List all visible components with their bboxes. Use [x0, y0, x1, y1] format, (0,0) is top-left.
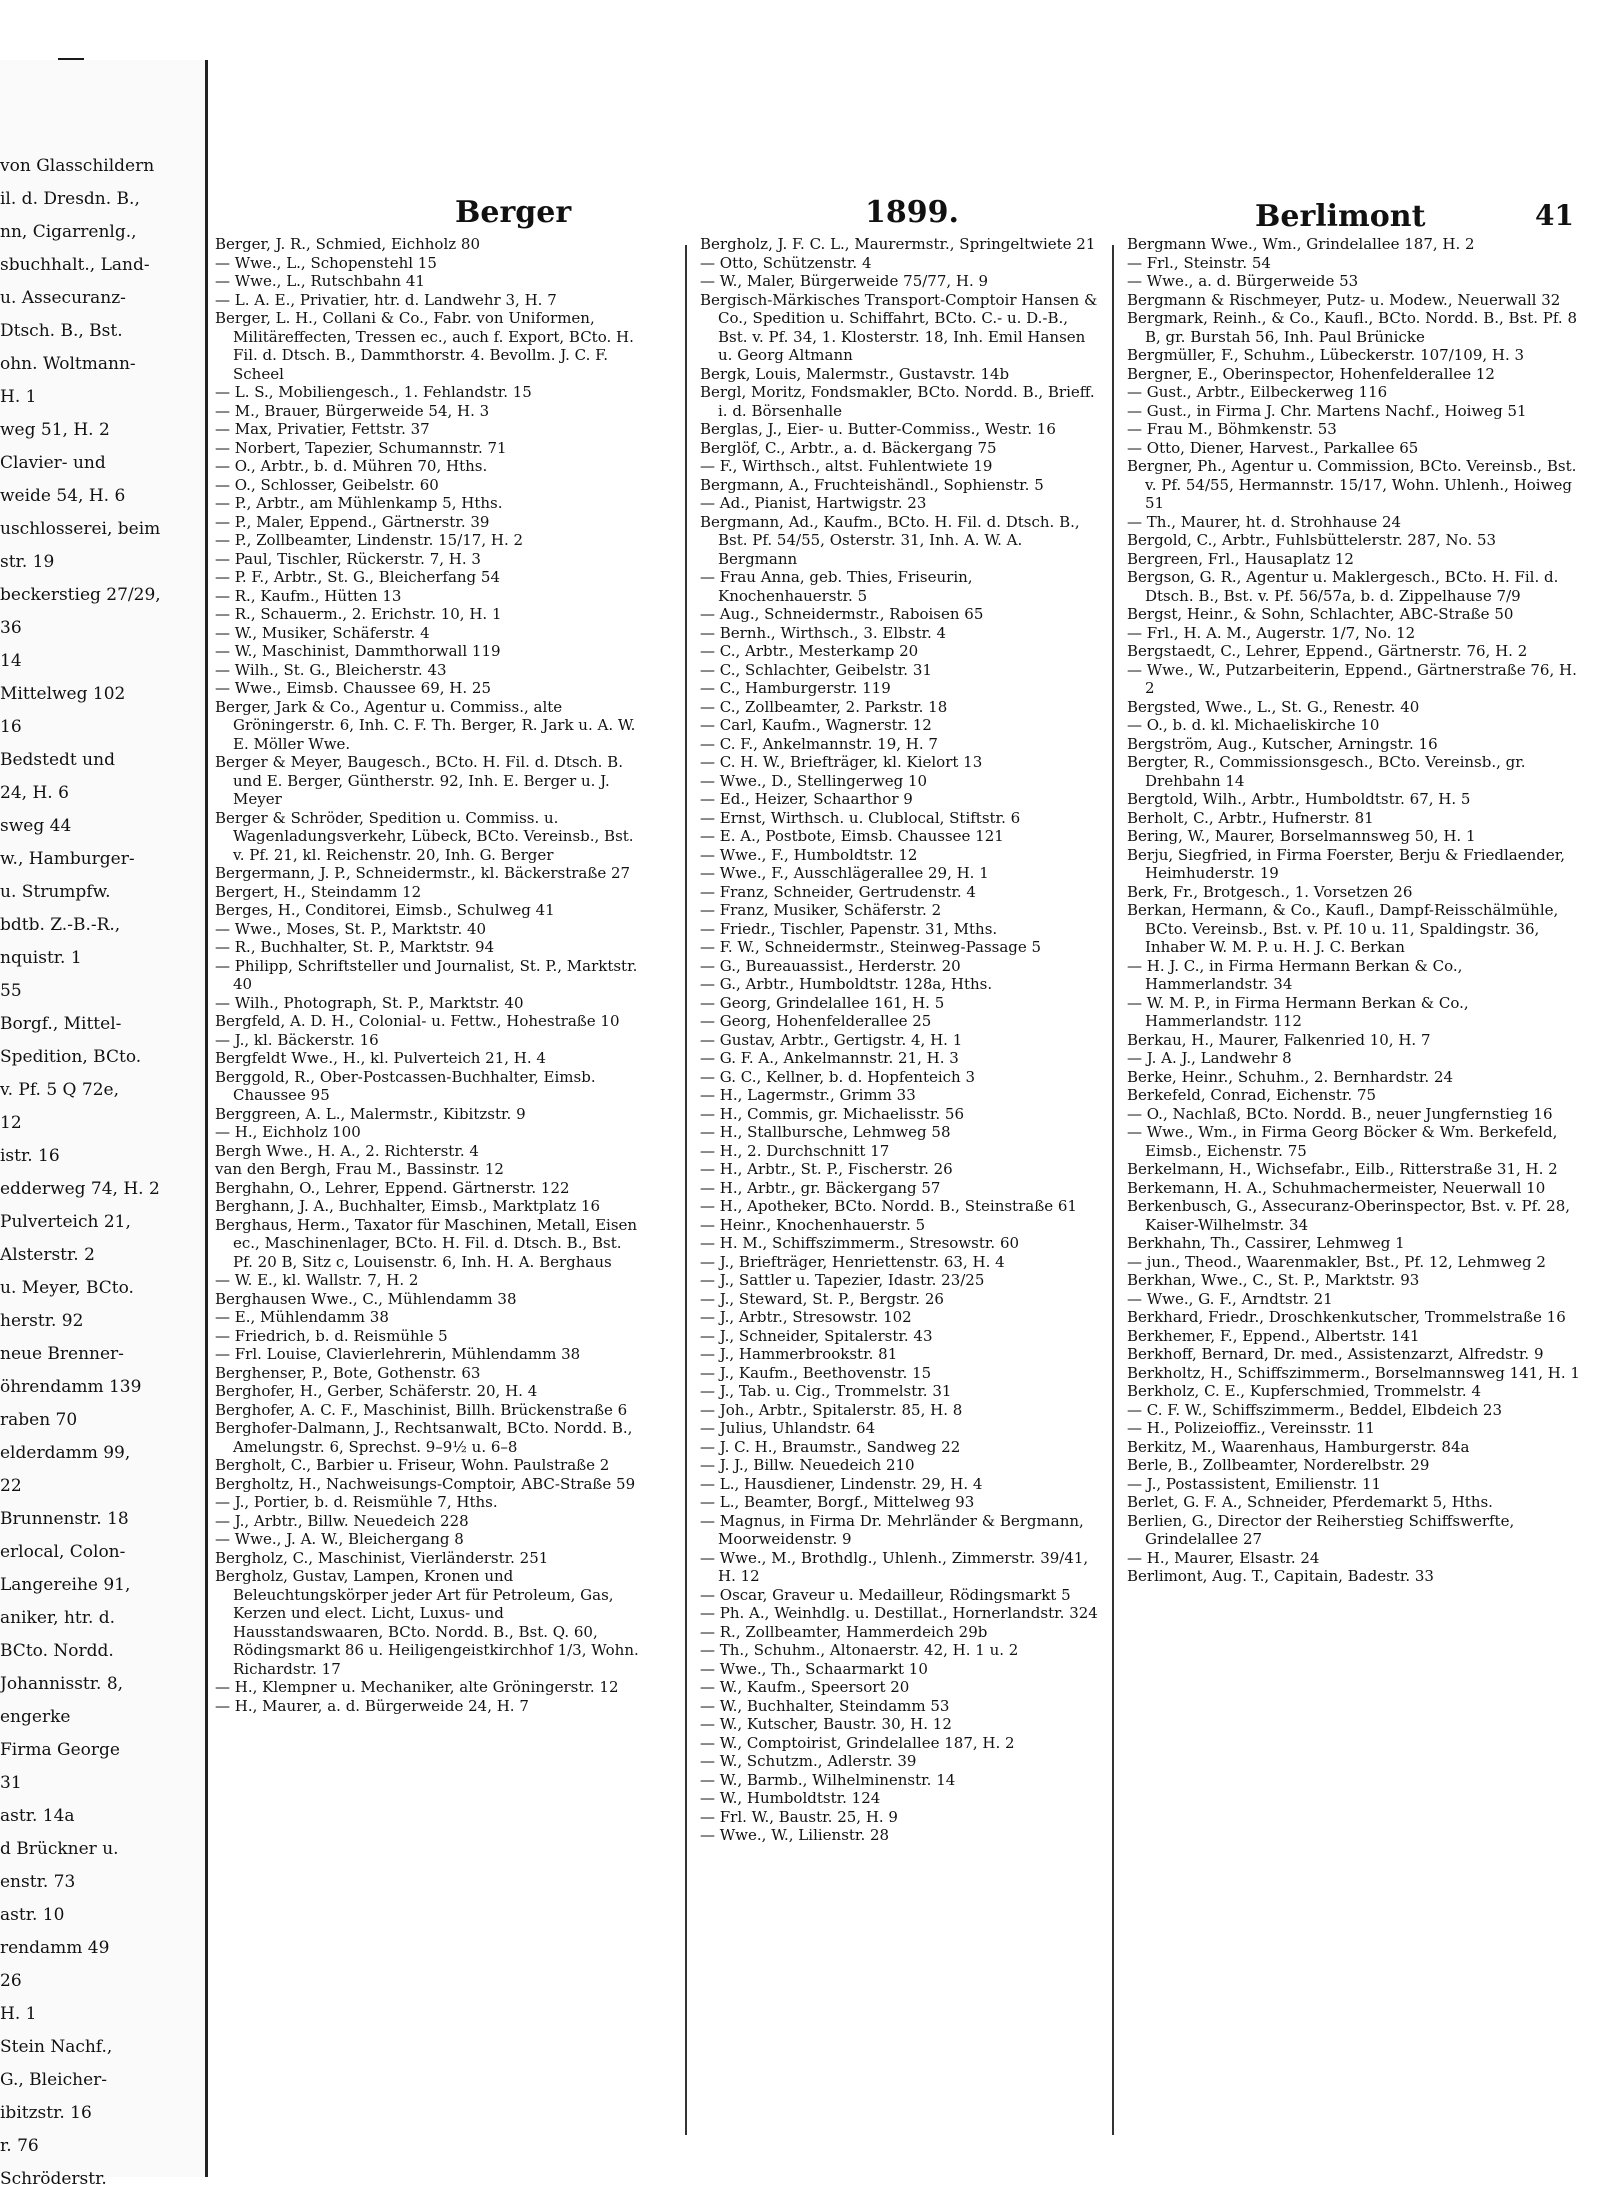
- directory-entry: Berkan, Hermann, & Co., Kaufl., Dampf-Reisschälmühle, BCto. Vereinsb., Bst. v. Pf. 10 u. 11, Spaldingstr. 36, Inhaber W. M. P. u. H. J. C. Berkan: [1127, 901, 1559, 956]
- directory-entry: Bergermann, J. P., Schneidermstr., kl. Bäckerstraße 27: [215, 864, 631, 882]
- directory-entry: — Wilh., St. G., Bleicherstr. 43: [215, 660, 447, 679]
- directory-entry: Bergholz, Gustav, Lampen, Kronen und Beleuchtungskörper jeder Art für Petroleum, Gas, Kerzen und elect. Licht, Luxus- und Hausstandswaaren, BCto. Nordd. B., Bst. Q. 60, Rödingsmarkt 86 u. Heiligengeistkirchhof 1/3, Wohn. Richardstr. 17: [215, 1567, 639, 1678]
- prev-page-line: sbuchhalt., Land-: [0, 255, 150, 275]
- directory-entry: Bergsted, Wwe., L., St. G., Renestr. 40: [1127, 697, 1420, 716]
- directory-entry: — Ed., Heizer, Schaarthor 9: [700, 790, 913, 808]
- directory-entry: Bergh Wwe., H. A., 2. Richterstr. 4: [215, 1141, 479, 1160]
- directory-entry: Berkholz, C. E., Kupferschmied, Trommelstr. 4: [1127, 1382, 1482, 1400]
- prev-page-line: Brunnenstr. 18: [0, 1509, 129, 1529]
- directory-entry: Bergert, H., Steindamm 12: [215, 882, 422, 901]
- prev-page-line: aniker, htr. d.: [0, 1608, 116, 1628]
- directory-entry: — Frau M., Böhmkenstr. 53: [1127, 420, 1337, 438]
- prev-page-line: 12: [0, 1113, 22, 1133]
- directory-entry: — Wwe., L., Rutschbahn 41: [215, 272, 425, 290]
- directory-entry: Bergson, G. R., Agentur u. Maklergesch., BCto. H. Fil. d. Dtsch. B., Bst. v. Pf. 56/57a, b. d. Zippelhause 7/9: [1127, 568, 1559, 605]
- prev-page-line: enstr. 73: [0, 1872, 76, 1892]
- directory-entry: — G. F. A., Ankelmannstr. 21, H. 3: [700, 1049, 959, 1067]
- directory-entry: — E. A., Postbote, Eimsb. Chaussee 121: [700, 827, 1004, 845]
- directory-entry: Bergner, E., Oberinspector, Hohenfelderallee 12: [1127, 364, 1495, 383]
- directory-entry: Bergisch-Märkisches Transport-Comptoir Hansen & Co., Spedition u. Schiffahrt, BCto. C.- u. D.-B., Bst. v. Pf. 34, 1. Klosterstr. 18, Inh. Emil Hansen u. Georg Altmann: [700, 290, 1098, 364]
- directory-entry: Bergmann Wwe., Wm., Grindelallee 187, H. 2: [1127, 235, 1475, 253]
- directory-entry: Berger, Jark & Co., Agentur u. Commiss., alte Gröningerstr. 6, Inh. C. F. Th. Berger, R. Jark u. A. W. E. Möller Wwe.: [215, 697, 636, 753]
- directory-entry: — Franz, Schneider, Gertrudenstr. 4: [700, 882, 976, 901]
- previous-page-fragment: [0, 60, 208, 2189]
- directory-entry: — P. F., Arbtr., St. G., Bleicherfang 54: [215, 568, 500, 586]
- directory-entry: Bergmann, Ad., Kaufm., BCto. H. Fil. d. Dtsch. B., Bst. Pf. 54/55, Osterstr. 31, Inh. A. W. A. Bergmann: [700, 512, 1080, 568]
- directory-entry: Berghenser, P., Bote, Gothenstr. 63: [215, 1363, 481, 1382]
- directory-entry: — Friedrich, b. d. Reismühle 5: [215, 1326, 448, 1345]
- directory-entry: — Franz, Musiker, Schäferstr. 2: [700, 901, 942, 919]
- directory-entry: Berger & Schröder, Spedition u. Commiss. u. Wagenladungsverkehr, Lübeck, BCto. Vereinsb., Bst. v. Pf. 21, kl. Reichenstr. 20, Inh. G. Berger: [215, 808, 634, 864]
- directory-entry: — H., Apotheker, BCto. Nordd. B., Steinstraße 61: [700, 1197, 1077, 1215]
- prev-page-line: 31: [0, 1773, 22, 1793]
- directory-entry: — Wwe., L., Schopenstehl 15: [215, 253, 437, 272]
- directory-entry: — W., Maler, Bürgerweide 75/77, H. 9: [700, 272, 989, 290]
- directory-entry: — Norbert, Tapezier, Schumannstr. 71: [215, 438, 507, 457]
- prev-page-line: G., Bleicher-: [0, 2070, 108, 2090]
- page-header: [215, 195, 1585, 235]
- directory-entry: — W., Maschinist, Dammthorwall 119: [215, 642, 501, 660]
- directory-entry: — Oscar, Graveur u. Medailleur, Rödingsmarkt 5: [700, 1585, 1071, 1604]
- directory-entry: — R., Zollbeamter, Hammerdeich 29b: [700, 1622, 988, 1641]
- directory-entry: — Otto, Diener, Harvest., Parkallee 65: [1127, 438, 1419, 457]
- directory-entry: — H., Klempner u. Mechaniker, alte Gröningerstr. 12: [215, 1678, 619, 1696]
- prev-page-line: 14: [0, 651, 22, 671]
- prev-page-line: herstr. 92: [0, 1311, 84, 1331]
- directory-entry: — E., Mühlendamm 38: [215, 1308, 389, 1326]
- prev-page-line: u. Meyer, BCto.: [0, 1278, 134, 1298]
- directory-entry: — J., Schneider, Spitalerstr. 43: [700, 1326, 933, 1345]
- directory-entry: — Frau Anna, geb. Thies, Friseurin, Knochenhauerstr. 5: [700, 568, 973, 605]
- prev-page-line: uschlosserei, beim: [0, 519, 161, 539]
- prev-page-line: astr. 14a: [0, 1806, 75, 1826]
- prev-page-line: von Glasschildern: [0, 156, 155, 176]
- directory-entry: Berger, J. R., Schmied, Eichholz 80: [215, 235, 481, 253]
- directory-entry: Berghahn, O., Lehrer, Eppend. Gärtnerstr. 122: [215, 1178, 570, 1197]
- directory-entry: — O., b. d. kl. Michaeliskirche 10: [1127, 716, 1380, 734]
- prev-page-line: Spedition, BCto.: [0, 1047, 142, 1067]
- directory-entry: Berghofer, H., Gerber, Schäferstr. 20, H. 4: [215, 1382, 538, 1400]
- directory-entry: Berger, L. H., Collani & Co., Fabr. von Uniformen, Militäreffecten, Tressen ec., auch f. Export, BCto. H. Fil. d. Dtsch. B., Dammthorstr. 4. Bevollm. J. C. F. Scheel: [215, 309, 634, 383]
- header-right-keyword: Berlimont: [1255, 199, 1426, 234]
- directory-column-1: [215, 235, 640, 2135]
- directory-entry: — C. F., Ankelmannstr. 19, H. 7: [700, 734, 938, 753]
- directory-entry: — W., Buchhalter, Steindamm 53: [700, 1696, 950, 1715]
- directory-entry: — Frl. W., Baustr. 25, H. 9: [700, 1807, 898, 1826]
- column-divider: [685, 245, 687, 2135]
- directory-entry: — Friedr., Tischler, Papenstr. 31, Mths.: [700, 919, 998, 938]
- directory-entry: — O., Schlosser, Geibelstr. 60: [215, 475, 439, 494]
- directory-entry: — P., Arbtr., am Mühlenkamp 5, Hths.: [215, 494, 503, 512]
- prev-page-line: weg 51, H. 2: [0, 420, 110, 440]
- directory-entry: — C. F. W., Schiffszimmerm., Beddel, Elbdeich 23: [1127, 1400, 1503, 1419]
- prev-page-line: Clavier- und: [0, 453, 106, 473]
- directory-entry: Bergstaedt, C., Lehrer, Eppend., Gärtnerstr. 76, H. 2: [1127, 642, 1528, 660]
- directory-entry: — Wwe., F., Ausschlägerallee 29, H. 1: [700, 864, 989, 882]
- directory-entry: Bergk, Louis, Malermstr., Gustavstr. 14b: [700, 364, 1010, 383]
- directory-entry: Berlet, G. F. A., Schneider, Pferdemarkt 5, Hths.: [1127, 1493, 1493, 1511]
- directory-entry: Berlimont, Aug. T., Capitain, Badestr. 33: [1127, 1567, 1434, 1585]
- directory-entry: — Wilh., Photograph, St. P., Marktstr. 40: [215, 993, 524, 1012]
- prev-page-line: sweg 44: [0, 816, 72, 836]
- directory-entry: Berkhard, Friedr., Droschkenkutscher, Trommelstraße 16: [1127, 1308, 1566, 1326]
- directory-entry: — H., Commis, gr. Michaelisstr. 56: [700, 1104, 965, 1123]
- directory-entry: — C. H. W., Briefträger, kl. Kielort 13: [700, 753, 983, 771]
- prev-page-line: Pulverteich 21,: [0, 1212, 131, 1232]
- prev-page-line: elderdamm 99,: [0, 1443, 131, 1463]
- prev-page-line: 22: [0, 1476, 22, 1496]
- directory-entry: — J., Tab. u. Cig., Trommelstr. 31: [700, 1382, 952, 1400]
- prev-page-line: w., Hamburger-: [0, 849, 135, 869]
- directory-entry: — W. M. P., in Firma Hermann Berkan & Co., Hammerlandstr. 112: [1127, 993, 1469, 1030]
- prev-page-line: öhrendamm 139: [0, 1377, 142, 1397]
- directory-entry: Berkau, H., Maurer, Falkenried 10, H. 7: [1127, 1030, 1431, 1049]
- directory-entry: — H., Arbtr., gr. Bäckergang 57: [700, 1178, 941, 1197]
- directory-entry: Berghann, J. A., Buchhalter, Eimsb., Marktplatz 16: [215, 1197, 601, 1215]
- prev-page-line: raben 70: [0, 1410, 78, 1430]
- prev-page-line: nn, Cigarrenlg.,: [0, 222, 137, 242]
- directory-entry: — Heinr., Knochenhauerstr. 5: [700, 1215, 926, 1234]
- prev-page-line: Alsterstr. 2: [0, 1245, 95, 1265]
- directory-entry: Bergmark, Reinh., & Co., Kaufl., BCto. Nordd. B., Bst. Pf. 8 B, gr. Burstah 56, Inh. Paul Brünicke: [1127, 309, 1577, 346]
- directory-entry: — H., Maurer, a. d. Bürgerweide 24, H. 7: [215, 1696, 529, 1715]
- directory-entry: — H. J. C., in Firma Hermann Berkan & Co., Hammerlandstr. 34: [1127, 956, 1463, 993]
- prev-page-line: nquistr. 1: [0, 948, 82, 968]
- directory-entry: — Wwe., W., Lilienstr. 28: [700, 1826, 890, 1844]
- directory-entry: — F. W., Schneidermstr., Steinweg-Passage 5: [700, 938, 1042, 956]
- directory-entry: Berghausen Wwe., C., Mühlendamm 38: [215, 1289, 517, 1308]
- directory-entry: Bergl, Moritz, Fondsmakler, BCto. Nordd. B., Brieff. i. d. Börsenhalle: [700, 383, 1095, 420]
- directory-entry: — P., Zollbeamter, Lindenstr. 15/17, H. 2: [215, 531, 524, 549]
- directory-entry: — L. S., Mobiliengesch., 1. Fehlandstr. 15: [215, 383, 532, 401]
- prev-page-line: 36: [0, 618, 22, 638]
- directory-entry: Berkemann, H. A., Schuhmachermeister, Neuerwall 10: [1127, 1178, 1546, 1197]
- directory-entry: — W., Kutscher, Baustr. 30, H. 12: [700, 1715, 952, 1733]
- directory-entry: — Gustav, Arbtr., Gertigstr. 4, H. 1: [700, 1030, 963, 1049]
- directory-entry: — Gust., Arbtr., Eilbeckerweg 116: [1127, 383, 1388, 401]
- directory-entry: Berkhahn, Th., Cassirer, Lehmweg 1: [1127, 1234, 1405, 1252]
- prev-page-line: str. 19: [0, 552, 55, 572]
- directory-entry: — J., Arbtr., Billw. Neuedeich 228: [215, 1511, 469, 1530]
- directory-entry: — M., Brauer, Bürgerweide 54, H. 3: [215, 401, 490, 420]
- prev-page-line: v. Pf. 5 Q 72e,: [0, 1080, 119, 1100]
- prev-page-line: istr. 16: [0, 1146, 60, 1166]
- directory-entry: — Gust., in Firma J. Chr. Martens Nachf., Hoiweg 51: [1127, 401, 1527, 420]
- directory-entry: — J., Sattler u. Tapezier, Idastr. 23/25: [700, 1271, 985, 1289]
- directory-entry: — H., 2. Durchschnitt 17: [700, 1141, 890, 1160]
- directory-entry: — C., Zollbeamter, 2. Parkstr. 18: [700, 697, 948, 716]
- directory-entry: — Max, Privatier, Fettstr. 37: [215, 420, 430, 438]
- directory-entry: — R., Buchhalter, St. P., Marktstr. 94: [215, 938, 495, 956]
- directory-entry: van den Bergh, Frau M., Bassinstr. 12: [215, 1160, 504, 1178]
- directory-entry: — Wwe., Moses, St. P., Marktstr. 40: [215, 919, 487, 938]
- directory-entry: Berggreen, A. L., Malermstr., Kibitzstr. 9: [215, 1104, 526, 1123]
- page-number: 41: [1535, 199, 1574, 232]
- prev-page-line: 55: [0, 981, 22, 1001]
- prev-page-line: Bedstedt und: [0, 750, 115, 770]
- prev-page-line: 26: [0, 1971, 22, 1991]
- directory-entry: — Frl., H. A. M., Augerstr. 1/7, No. 12: [1127, 623, 1416, 642]
- directory-entry: Bergholtz, H., Nachweisungs-Comptoir, ABC-Straße 59: [215, 1474, 636, 1493]
- directory-entry: Berle, B., Zollbeamter, Norderelbstr. 29: [1127, 1456, 1430, 1474]
- directory-entry: Bering, W., Maurer, Borselmannsweg 50, H. 1: [1127, 827, 1476, 845]
- directory-entry: Berke, Heinr., Schuhm., 2. Bernhardstr. 24: [1127, 1067, 1454, 1086]
- directory-entry: Bergfeld, A. D. H., Colonial- u. Fettw., Hohestraße 10: [215, 1012, 620, 1030]
- directory-entry: — R., Kaufm., Hütten 13: [215, 586, 402, 605]
- prev-page-line: ibitzstr. 16: [0, 2103, 92, 2123]
- directory-column-3: [1127, 235, 1582, 2135]
- directory-entry: — Carl, Kaufm., Wagnerstr. 12: [700, 716, 932, 734]
- directory-entry: — H., Eichholz 100: [215, 1123, 361, 1141]
- directory-entry: — O., Arbtr., b. d. Mühren 70, Hths.: [215, 457, 488, 475]
- prev-page-line: Langereihe 91,: [0, 1575, 131, 1595]
- directory-entry: Bergreen, Frl., Hausaplatz 12: [1127, 549, 1354, 568]
- prev-page-line: beckerstieg 27/29,: [0, 585, 161, 605]
- directory-entry: — Ad., Pianist, Hartwigstr. 23: [700, 494, 927, 512]
- directory-entry: Berkhoff, Bernard, Dr. med., Assistenzarzt, Alfredstr. 9: [1127, 1345, 1544, 1363]
- directory-entry: — W., Barmb., Wilhelminenstr. 14: [700, 1770, 956, 1789]
- directory-entry: Berges, H., Conditorei, Eimsb., Schulweg 41: [215, 901, 555, 919]
- prev-page-line: H. 1: [0, 2004, 37, 2024]
- directory-entry: — jun., Theod., Waarenmakler, Bst., Pf. 12, Lehmweg 2: [1127, 1252, 1546, 1271]
- directory-entry: — J., Steward, St. P., Bergstr. 26: [700, 1289, 944, 1308]
- directory-entry: Berkenbusch, G., Assecuranz-Oberinspector, Bst. v. Pf. 28, Kaiser-Wilhelmstr. 34: [1127, 1197, 1571, 1234]
- directory-entry: — J., Postassistent, Emilienstr. 11: [1127, 1474, 1382, 1493]
- header-left-keyword: Berger: [455, 195, 572, 230]
- directory-entry: — J. J., Billw. Neuedeich 210: [700, 1456, 915, 1474]
- directory-entry: — J., Portier, b. d. Reismühle 7, Hths.: [215, 1493, 498, 1511]
- directory-entry: — Paul, Tischler, Rückerstr. 7, H. 3: [215, 549, 481, 568]
- directory-entry: — Wwe., D., Stellingerweg 10: [700, 771, 928, 790]
- directory-entry: — Frl. Louise, Clavierlehrerin, Mühlendamm 38: [215, 1345, 581, 1363]
- directory-entry: — G. C., Kellner, b. d. Hopfenteich 3: [700, 1067, 976, 1086]
- directory-entry: — W., Comptoirist, Grindelallee 187, H. 2: [700, 1733, 1015, 1752]
- directory-entry: — W., Kaufm., Speersort 20: [700, 1678, 910, 1696]
- prev-page-line: d Brückner u.: [0, 1839, 119, 1859]
- directory-entry: Bergmann, A., Fruchteishändl., Sophienstr. 5: [700, 475, 1044, 494]
- directory-entry: — H., Stallbursche, Lehmweg 58: [700, 1123, 951, 1141]
- directory-entry: Bergholz, C., Maschinist, Vierländerstr. 251: [215, 1548, 549, 1567]
- directory-entry: Berger & Meyer, Baugesch., BCto. H. Fil. d. Dtsch. B. und E. Berger, Güntherstr. 92, Inh. E. Berger u. J. Meyer: [215, 753, 623, 808]
- prev-page-line: erlocal, Colon-: [0, 1542, 126, 1562]
- column-divider: [1112, 245, 1114, 2135]
- prev-page-line: 16: [0, 717, 22, 737]
- directory-entry: — J., Briefträger, Henriettenstr. 63, H. 4: [700, 1252, 1005, 1271]
- directory-entry: — Th., Schuhm., Altonaerstr. 42, H. 1 u. 2: [700, 1641, 1019, 1659]
- directory-entry: Berkefeld, Conrad, Eichenstr. 75: [1127, 1086, 1377, 1104]
- directory-entry: Berggold, R., Ober-Postcassen-Buchhalter, Eimsb. Chaussee 95: [215, 1067, 596, 1104]
- directory-entry: Berkholtz, H., Schiffszimmerm., Borselmannsweg 141, H. 1: [1127, 1363, 1580, 1382]
- directory-entry: — W., Humboldtstr. 124: [700, 1789, 881, 1807]
- directory-entry: — Aug., Schneidermstr., Raboisen 65: [700, 605, 984, 623]
- prev-page-line: bdtb. Z.-B.-R.,: [0, 915, 121, 935]
- directory-entry: Berkelmann, H., Wichsefabr., Eilb., Ritterstraße 31, H. 2: [1127, 1160, 1558, 1178]
- directory-entry: — Wwe., a. d. Bürgerweide 53: [1127, 272, 1359, 290]
- directory-entry: — Magnus, in Firma Dr. Mehrländer & Bergmann, Moorweidenstr. 9: [700, 1511, 1084, 1548]
- prev-page-line: weide 54, H. 6: [0, 486, 126, 506]
- directory-entry: — F., Wirthsch., altst. Fuhlentwiete 19: [700, 457, 993, 475]
- prev-page-line: rendamm 49: [0, 1938, 110, 1958]
- prev-page-line: Mittelweg 102: [0, 684, 126, 704]
- prev-page-line: u. Assecuranz-: [0, 288, 126, 308]
- directory-entry: — C., Schlachter, Geibelstr. 31: [700, 660, 932, 679]
- directory-entry: — L., Hausdiener, Lindenstr. 29, H. 4: [700, 1474, 983, 1493]
- directory-entry: — C., Arbtr., Mesterkamp 20: [700, 642, 919, 660]
- header-year: 1899.: [865, 195, 959, 230]
- directory-entry: Bergold, C., Arbtr., Fuhlsbüttelerstr. 287, No. 53: [1127, 531, 1497, 549]
- directory-entry: — Georg, Grindelallee 161, H. 5: [700, 993, 945, 1012]
- directory-entry: — J. C. H., Braumstr., Sandweg 22: [700, 1437, 961, 1456]
- prev-page-line: edderweg 74, H. 2: [0, 1179, 160, 1199]
- directory-entry: Berk, Fr., Brotgesch., 1. Vorsetzen 26: [1127, 882, 1413, 901]
- directory-entry: — O., Nachlaß, BCto. Nordd. B., neuer Jungfernstieg 16: [1127, 1104, 1553, 1123]
- directory-entry: Bergtold, Wilh., Arbtr., Humboldtstr. 67, H. 5: [1127, 790, 1471, 808]
- prev-page-line: r. 76: [0, 2136, 39, 2156]
- directory-entry: — J., Kaufm., Beethovenstr. 15: [700, 1363, 932, 1382]
- directory-entry: — J., Hammerbrookstr. 81: [700, 1345, 898, 1363]
- directory-entry: — R., Schauerm., 2. Erichstr. 10, H. 1: [215, 605, 502, 623]
- directory-entry: — H., Arbtr., St. P., Fischerstr. 26: [700, 1160, 953, 1178]
- directory-entry: — L. A. E., Privatier, htr. d. Landwehr 3, H. 7: [215, 290, 557, 309]
- directory-entry: Berghofer, A. C. F., Maschinist, Billh. Brückenstraße 6: [215, 1400, 628, 1419]
- directory-entry: — Wwe., Wm., in Firma Georg Böcker & Wm. Berkefeld, Eimsb., Eichenstr. 75: [1127, 1123, 1558, 1160]
- prev-page-line: Schröderstr.: [0, 2169, 107, 2189]
- prev-page-line: 24, H. 6: [0, 783, 69, 803]
- directory-entry: — Wwe., Eimsb. Chaussee 69, H. 25: [215, 679, 491, 697]
- directory-entry: — L., Beamter, Borgf., Mittelweg 93: [700, 1493, 975, 1511]
- directory-entry: — Georg, Hohenfelderallee 25: [700, 1012, 932, 1030]
- directory-entry: Bergfeldt Wwe., H., kl. Pulverteich 21, H. 4: [215, 1049, 546, 1067]
- directory-page: [215, 135, 1585, 2175]
- directory-entry: Berglas, J., Eier- u. Butter-Commiss., Westr. 16: [700, 420, 1056, 438]
- directory-entry: — Ph. A., Weinhdlg. u. Destillat., Hornerlandstr. 324: [700, 1604, 1098, 1622]
- directory-entry: — W. E., kl. Wallstr. 7, H. 2: [215, 1271, 419, 1289]
- directory-entry: Berkhan, Wwe., C., St. P., Marktstr. 93: [1127, 1271, 1420, 1289]
- directory-entry: — Ernst, Wirthsch. u. Clublocal, Stiftstr. 6: [700, 808, 1021, 827]
- directory-entry: Bergter, R., Commissionsgesch., BCto. Vereinsb., gr. Drehbahn 14: [1127, 753, 1526, 790]
- directory-entry: Bergmüller, F., Schuhm., Lübeckerstr. 107/109, H. 3: [1127, 346, 1525, 364]
- prev-page-line: Firma George: [0, 1740, 120, 1760]
- directory-entry: — J., Arbtr., Stresowstr. 102: [700, 1308, 912, 1326]
- directory-entry: Bergholz, J. F. C. L., Maurermstr., Springeltwiete 21: [700, 235, 1096, 253]
- directory-entry: — Wwe., Th., Schaarmarkt 10: [700, 1659, 928, 1678]
- prev-page-line: Borgf., Mittel-: [0, 1014, 122, 1034]
- directory-entry: — G., Arbtr., Humboldtstr. 128a, Hths.: [700, 975, 993, 993]
- directory-entry: — Wwe., W., Putzarbeiterin, Eppend., Gärtnerstraße 76, H. 2: [1127, 660, 1577, 697]
- directory-entry: — H., Maurer, Elsastr. 24: [1127, 1548, 1320, 1567]
- directory-entry: — J., kl. Bäckerstr. 16: [215, 1030, 379, 1049]
- directory-entry: Berghaus, Herm., Taxator für Maschinen, Metall, Eisen ec., Maschinenlager, BCto. H. Fil. d. Dtsch. B., Bst. Pf. 20 B, Sitz c, Louisenstr. 6, Inh. H. A. Berghaus: [215, 1215, 638, 1271]
- directory-column-2: [700, 235, 1100, 2135]
- prev-page-line: Dtsch. B., Bst.: [0, 321, 123, 341]
- prev-page-line: engerke: [0, 1707, 71, 1727]
- prev-page-line: BCto. Nordd.: [0, 1641, 114, 1661]
- prev-page-line: H. 1: [0, 387, 37, 407]
- directory-entry: — G., Bureauassist., Herderstr. 20: [700, 956, 961, 975]
- directory-entry: Berkhemer, F., Eppend., Albertstr. 141: [1127, 1326, 1420, 1345]
- prev-page-line: u. Strumpfw.: [0, 882, 111, 902]
- directory-entry: Berholt, C., Arbtr., Hufnerstr. 81: [1127, 808, 1374, 827]
- directory-entry: — Wwe., G. F., Arndtstr. 21: [1127, 1289, 1333, 1308]
- directory-entry: — Wwe., F., Humboldtstr. 12: [700, 845, 918, 864]
- directory-entry: — Bernh., Wirthsch., 3. Elbstr. 4: [700, 623, 947, 642]
- directory-entry: — Joh., Arbtr., Spitalerstr. 85, H. 8: [700, 1400, 963, 1419]
- directory-entry: Bergström, Aug., Kutscher, Arningstr. 16: [1127, 734, 1438, 753]
- prev-page-line: neue Brenner-: [0, 1344, 124, 1364]
- directory-entry: Berglöf, C., Arbtr., a. d. Bäckergang 75: [700, 438, 997, 457]
- prev-page-line: il. d. Dresdn. B.,: [0, 189, 140, 209]
- directory-entry: Bergmann & Rischmeyer, Putz- u. Modew., Neuerwall 32: [1127, 290, 1561, 309]
- directory-entry: Berju, Siegfried, in Firma Foerster, Berju & Friedlaender, Heimhuderstr. 19: [1127, 845, 1566, 882]
- directory-entry: Bergst, Heinr., & Sohn, Schlachter, ABC-Straße 50: [1127, 605, 1514, 623]
- prev-page-line: Johannisstr. 8,: [0, 1674, 124, 1694]
- directory-entry: — C., Hamburgerstr. 119: [700, 679, 891, 697]
- directory-entry: Bergner, Ph., Agentur u. Commission, BCto. Vereinsb., Bst. v. Pf. 54/55, Hermannstr. 15/17, Wohn. Uhlenh., Hoiweg 51: [1127, 457, 1577, 512]
- directory-entry: — Philipp, Schriftsteller und Journalist, St. P., Marktstr. 40: [215, 956, 638, 993]
- directory-entry: — H. M., Schiffszimmerm., Stresowstr. 60: [700, 1234, 1020, 1252]
- directory-entry: — W., Schutzm., Adlerstr. 39: [700, 1752, 917, 1770]
- directory-entry: Bergholt, C., Barbier u. Friseur, Wohn. Paulstraße 2: [215, 1456, 610, 1474]
- directory-entry: — Th., Maurer, ht. d. Strohhause 24: [1127, 512, 1402, 531]
- directory-entry: — W., Musiker, Schäferstr. 4: [215, 623, 430, 642]
- directory-entry: — Otto, Schützenstr. 4: [700, 253, 872, 272]
- prev-page-line: astr. 10: [0, 1905, 65, 1925]
- directory-entry: Berlien, G., Director der Reiherstieg Schiffswerfte, Grindelallee 27: [1127, 1511, 1515, 1548]
- directory-entry: — P., Maler, Eppend., Gärtnerstr. 39: [215, 512, 490, 531]
- directory-entry: — Wwe., M., Brothdlg., Uhlenh., Zimmerstr. 39/41, H. 12: [700, 1548, 1089, 1585]
- directory-entry: — Wwe., J. A. W., Bleichergang 8: [215, 1530, 464, 1548]
- directory-entry: Berkitz, M., Waarenhaus, Hamburgerstr. 84a: [1127, 1437, 1470, 1456]
- directory-entry: Berghofer-Dalmann, J., Rechtsanwalt, BCto. Nordd. B., Amelungstr. 6, Sprechst. 9–9½ u. 6–8: [215, 1419, 633, 1456]
- prev-page-line: Stein Nachf.,: [0, 2037, 113, 2057]
- directory-entry: — H., Lagermstr., Grimm 33: [700, 1086, 916, 1104]
- prev-page-line: ohn. Woltmann-: [0, 354, 136, 374]
- directory-entry: — J. A. J., Landwehr 8: [1127, 1049, 1292, 1067]
- directory-entry: — Frl., Steinstr. 54: [1127, 253, 1271, 272]
- directory-entry: — H., Polizeioffiz., Vereinsstr. 11: [1127, 1419, 1375, 1437]
- directory-entry: — Julius, Uhlandstr. 64: [700, 1419, 876, 1437]
